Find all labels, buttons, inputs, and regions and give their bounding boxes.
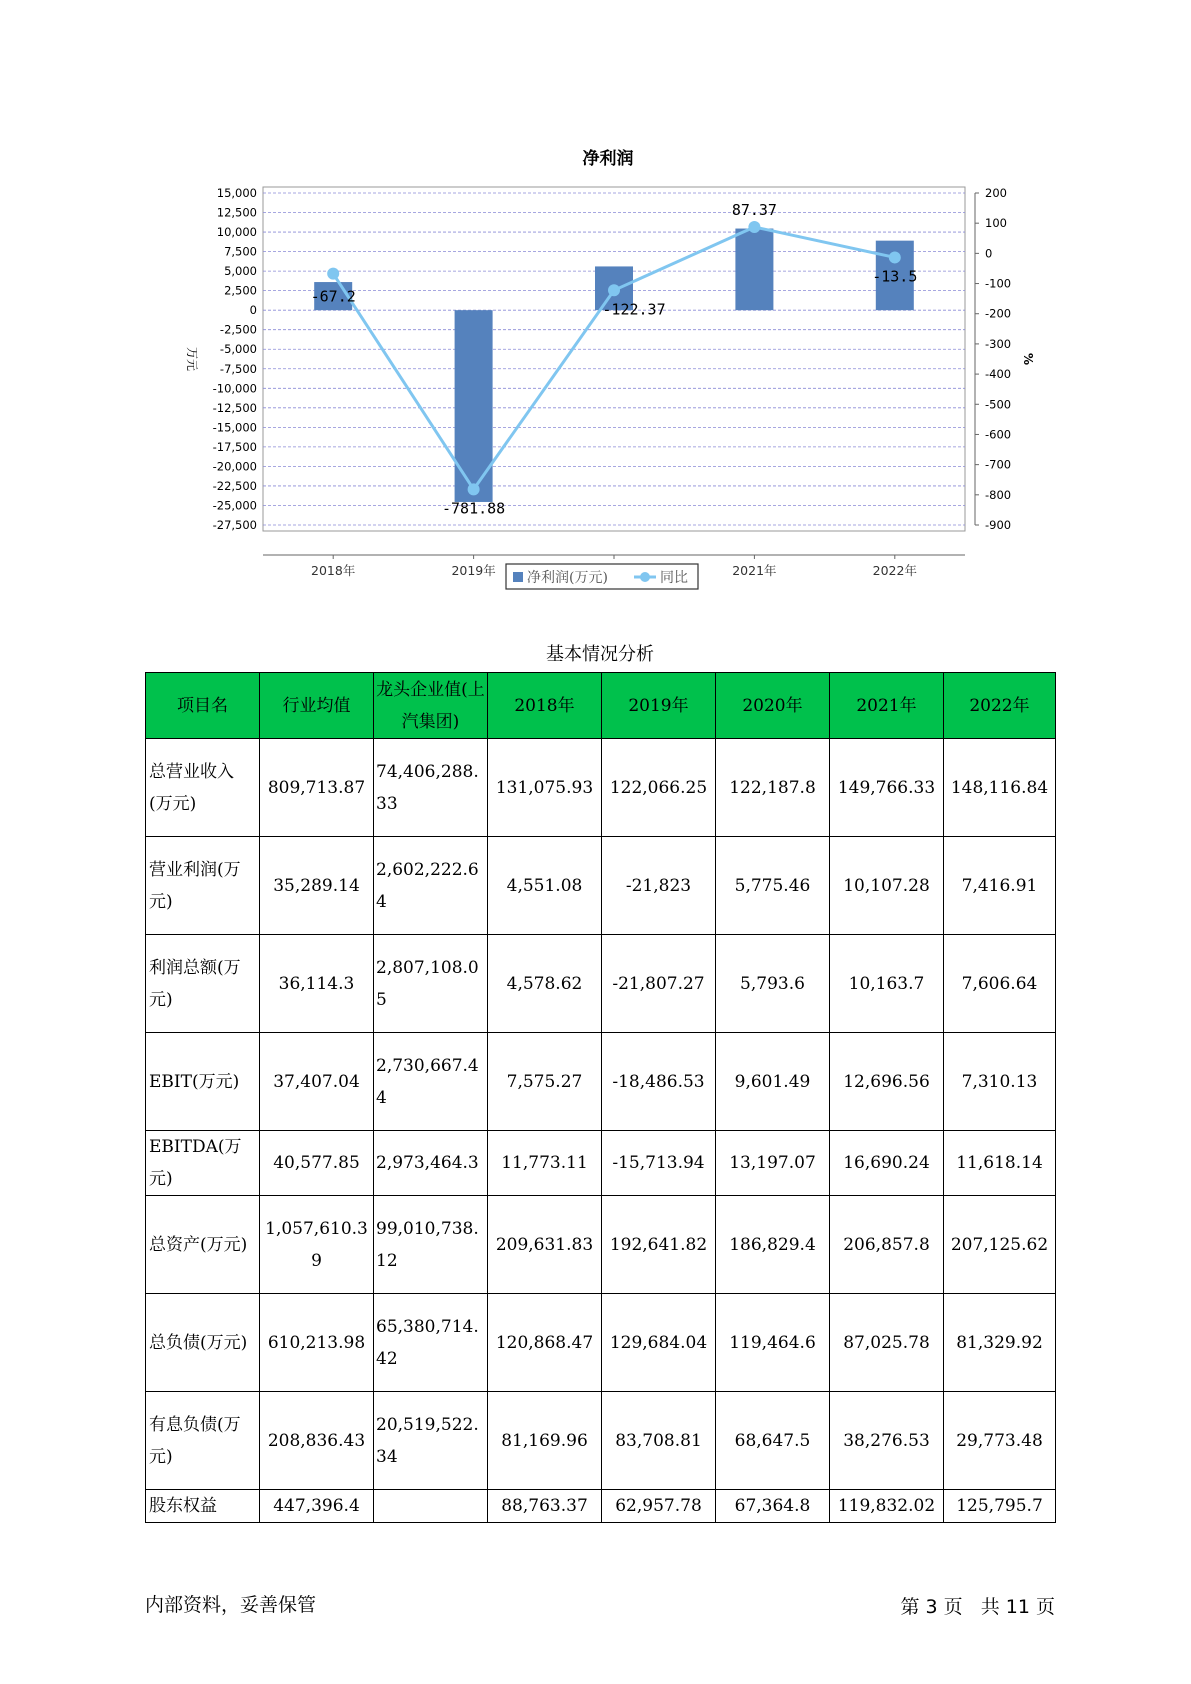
cell-y2021: 38,276.53: [830, 1392, 944, 1490]
cell-y2021: 206,857.8: [830, 1196, 944, 1294]
cell-y2021: 16,690.24: [830, 1131, 944, 1196]
cell-y2021: 119,832.02: [830, 1490, 944, 1523]
cell-y2018: 131,075.93: [488, 739, 602, 837]
cell-leader-value: 99,010,738.12: [374, 1196, 488, 1294]
legend-swatch-bar: [513, 572, 523, 582]
cell-y2018: 120,868.47: [488, 1294, 602, 1392]
cell-industry-avg: 208,836.43: [260, 1392, 374, 1490]
y-left-tick-label: 15,000: [216, 186, 257, 200]
cell-item-name: EBIT(万元): [146, 1033, 260, 1131]
cell-y2022: 7,310.13: [944, 1033, 1056, 1131]
cell-leader-value: 2,973,464.3: [374, 1131, 488, 1196]
plot-area: [263, 187, 965, 531]
cell-leader-value: 2,730,667.44: [374, 1033, 488, 1131]
cell-y2019: -18,486.53: [602, 1033, 716, 1131]
cell-y2022: 207,125.62: [944, 1196, 1056, 1294]
cell-y2022: 7,416.91: [944, 837, 1056, 935]
cell-y2021: 10,107.28: [830, 837, 944, 935]
y-right-tick-label: -500: [985, 397, 1012, 412]
y-right-tick-label: -900: [985, 518, 1012, 532]
y-right-tick-label: -100: [985, 276, 1012, 291]
cell-industry-avg: 447,396.4: [260, 1490, 374, 1523]
header-industry-avg: 行业均值: [260, 673, 374, 739]
cell-y2018: 88,763.37: [488, 1490, 602, 1523]
cell-item-name: 利润总额(万元): [146, 935, 260, 1033]
y-right-tick-label: 100: [985, 216, 1007, 231]
cell-industry-avg: 35,289.14: [260, 837, 374, 935]
footer-page-number: 第 3 页: [900, 1596, 963, 1618]
table-row: [146, 1196, 1056, 1294]
y-left-tick-label: -7,500: [219, 361, 257, 376]
cell-industry-avg: 36,114.3: [260, 935, 374, 1033]
cell-leader-value: 2,807,108.05: [374, 935, 488, 1033]
table-row: [146, 935, 1056, 1033]
cell-y2020: 68,647.5: [716, 1392, 830, 1490]
x-tick-label: 2019年: [451, 563, 496, 578]
table-row: [146, 1490, 1056, 1523]
y-left-tick-label: 7,500: [224, 244, 257, 259]
y-right-tick-label: -800: [985, 487, 1012, 502]
y-left-tick-label: 0: [249, 303, 257, 318]
cell-item-name: 营业利润(万元): [146, 837, 260, 935]
bar-net-profit: [735, 229, 773, 311]
y-left-tick-label: -12,500: [212, 400, 257, 415]
header-item-name: 项目名: [146, 673, 260, 739]
data-label-yoy: 87.37: [731, 200, 777, 219]
x-tick-label: 2018年: [311, 563, 356, 578]
cell-y2022: 125,795.7: [944, 1490, 1056, 1523]
y-left-tick-label: -22,500: [212, 478, 257, 493]
table-header-row: [146, 673, 1056, 739]
footer-page-info: [900, 1592, 1055, 1619]
cell-y2019: 83,708.81: [602, 1392, 716, 1490]
cell-y2020: 9,601.49: [716, 1033, 830, 1131]
y-left-tick-label: -5,000: [219, 342, 257, 357]
header-2021: 2021年: [830, 673, 944, 739]
footer-total-pages: 共 11 页: [980, 1596, 1055, 1618]
cell-y2020: 13,197.07: [716, 1131, 830, 1196]
cell-industry-avg: 610,213.98: [260, 1294, 374, 1392]
point-yoy: [608, 284, 620, 296]
bar-net-profit: [455, 310, 493, 502]
cell-y2020: 122,187.8: [716, 739, 830, 837]
header-leader-value: 龙头企业值(上汽集团): [374, 673, 488, 739]
cell-y2022: 29,773.48: [944, 1392, 1056, 1490]
cell-leader-value: 2,602,222.64: [374, 837, 488, 935]
cell-industry-avg: 37,407.04: [260, 1033, 374, 1131]
table-row: [146, 1033, 1056, 1131]
table-row: [146, 1294, 1056, 1392]
cell-y2020: 5,793.6: [716, 935, 830, 1033]
chart-title: 净利润: [582, 149, 634, 169]
cell-industry-avg: 809,713.87: [260, 739, 374, 837]
y-left-tick-label: -17,500: [212, 439, 257, 454]
cell-industry-avg: 40,577.85: [260, 1131, 374, 1196]
net-profit-chart: [0, 0, 1191, 600]
cell-item-name: 总资产(万元): [146, 1196, 260, 1294]
cell-item-name: 股东权益: [146, 1490, 260, 1523]
table-row: [146, 1392, 1056, 1490]
data-label-yoy: -122.37: [602, 300, 666, 319]
cell-y2021: 87,025.78: [830, 1294, 944, 1392]
cell-y2019: 62,957.78: [602, 1490, 716, 1523]
cell-y2019: -21,807.27: [602, 935, 716, 1033]
cell-y2018: 7,575.27: [488, 1033, 602, 1131]
cell-y2020: 67,364.8: [716, 1490, 830, 1523]
legend-label-bar: 净利润(万元): [527, 570, 608, 586]
point-yoy: [748, 221, 760, 233]
y-right-tick-label: 0: [985, 246, 993, 261]
cell-y2021: 10,163.7: [830, 935, 944, 1033]
y-right-tick-label: 200: [985, 186, 1007, 200]
cell-y2021: 149,766.33: [830, 739, 944, 837]
cell-item-name: 总营业收入(万元): [146, 739, 260, 837]
point-yoy: [889, 251, 901, 263]
legend-label-line: 同比: [660, 570, 688, 586]
point-yoy: [468, 483, 480, 495]
cell-y2018: 4,578.62: [488, 935, 602, 1033]
cell-leader-value: 20,519,522.34: [374, 1392, 488, 1490]
x-tick-label: 2022年: [872, 563, 917, 578]
cell-y2020: 5,775.46: [716, 837, 830, 935]
table-row: [146, 837, 1056, 935]
table-row: [146, 739, 1056, 837]
cell-y2021: 12,696.56: [830, 1033, 944, 1131]
cell-y2022: 148,116.84: [944, 739, 1056, 837]
y-right-tick-label: -200: [985, 306, 1012, 321]
cell-y2020: 186,829.4: [716, 1196, 830, 1294]
cell-y2019: 192,641.82: [602, 1196, 716, 1294]
y-right-tick-label: -700: [985, 457, 1012, 472]
y-left-tick-label: -25,000: [212, 498, 257, 513]
y-right-tick-label: -400: [985, 367, 1012, 382]
cell-y2018: 11,773.11: [488, 1131, 602, 1196]
cell-y2022: 7,606.64: [944, 935, 1056, 1033]
y-left-tick-label: -2,500: [219, 322, 257, 337]
y-left-tick-label: 12,500: [216, 205, 257, 220]
header-2018: 2018年: [488, 673, 602, 739]
cell-y2019: -15,713.94: [602, 1131, 716, 1196]
cell-y2018: 4,551.08: [488, 837, 602, 935]
y-left-tick-label: -10,000: [212, 381, 257, 396]
y-left-tick-label: 2,500: [224, 283, 257, 298]
cell-item-name: 有息负债(万元): [146, 1392, 260, 1490]
cell-leader-value: 65,380,714.42: [374, 1294, 488, 1392]
y-left-axis-title: 万元: [185, 346, 199, 372]
y-left-tick-label: -15,000: [212, 420, 257, 435]
y-left-tick-label: 5,000: [224, 264, 257, 279]
legend-swatch-point: [640, 572, 650, 582]
cell-industry-avg: 1,057,610.39: [260, 1196, 374, 1294]
y-left-tick-label: 10,000: [216, 225, 257, 240]
cell-y2019: 129,684.04: [602, 1294, 716, 1392]
header-2022: 2022年: [944, 673, 1056, 739]
cell-y2018: 209,631.83: [488, 1196, 602, 1294]
y-right-axis-title: %: [1021, 352, 1035, 366]
table-caption: 基本情况分析: [546, 644, 654, 665]
y-right-tick-label: -300: [985, 336, 1012, 351]
basic-analysis-table: [145, 672, 1056, 1523]
cell-y2022: 11,618.14: [944, 1131, 1056, 1196]
chart-canvas: [0, 0, 1191, 600]
data-label-yoy: -781.88: [441, 499, 506, 518]
data-label-yoy: -13.5: [872, 267, 918, 286]
table-row: [146, 1131, 1056, 1196]
header-2019: 2019年: [602, 673, 716, 739]
y-left-tick-label: -27,500: [212, 518, 257, 532]
data-label-yoy: -67.2: [310, 287, 356, 306]
cell-y2019: 122,066.25: [602, 739, 716, 837]
cell-y2022: 81,329.92: [944, 1294, 1056, 1392]
cell-item-name: 总负债(万元): [146, 1294, 260, 1392]
point-yoy: [327, 268, 339, 280]
cell-y2019: -21,823: [602, 837, 716, 935]
y-right-tick-label: -600: [985, 427, 1012, 442]
cell-leader-value: [374, 1490, 488, 1523]
header-2020: 2020年: [716, 673, 830, 739]
cell-y2018: 81,169.96: [488, 1392, 602, 1490]
x-tick-label: 2021年: [732, 563, 777, 578]
footer-confidential: 内部资料，妥善保管: [145, 1594, 317, 1616]
cell-y2020: 119,464.6: [716, 1294, 830, 1392]
cell-item-name: EBITDA(万元): [146, 1131, 260, 1196]
y-left-tick-label: -20,000: [212, 459, 257, 474]
cell-leader-value: 74,406,288.33: [374, 739, 488, 837]
